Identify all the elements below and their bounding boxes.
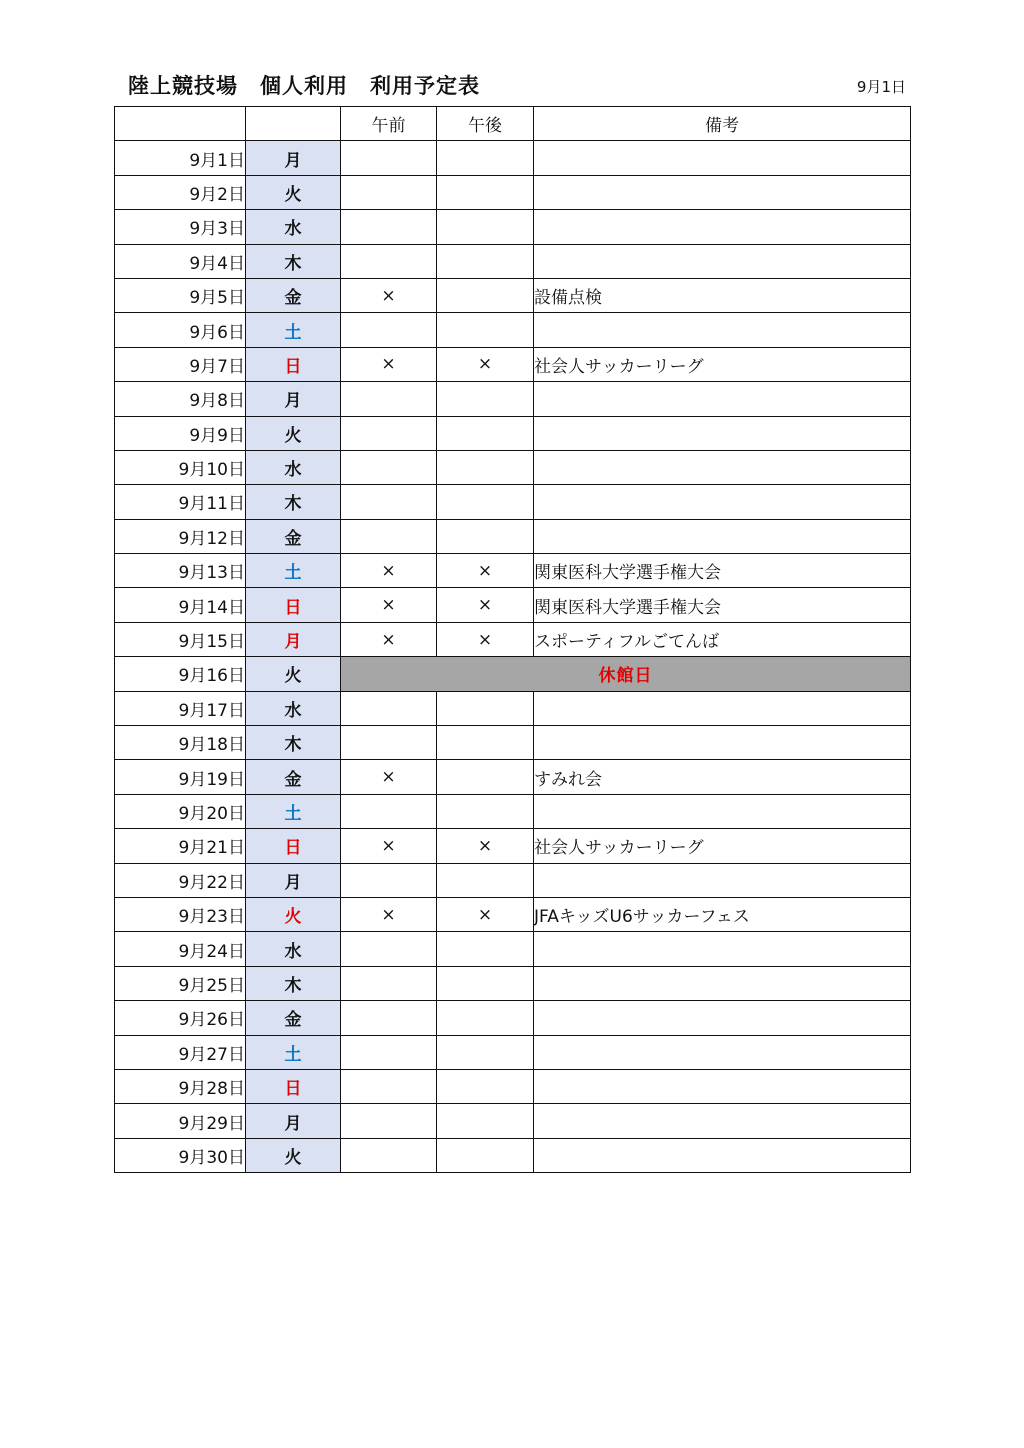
table-row — [115, 760, 911, 794]
date-cell: 9月17日 — [115, 691, 246, 725]
weekday-cell: 金 — [246, 519, 341, 553]
note-cell — [534, 966, 911, 1000]
pm-cell — [437, 141, 534, 175]
table-row — [115, 244, 911, 278]
pm-cell: × — [437, 622, 534, 656]
weekday-cell: 金 — [246, 760, 341, 794]
note-cell: 関東医科大学選手権大会 — [534, 554, 911, 588]
pm-cell — [437, 691, 534, 725]
table-row — [115, 382, 911, 416]
am-cell — [341, 691, 437, 725]
am-cell — [341, 1104, 437, 1138]
pm-cell — [437, 863, 534, 897]
table-row — [115, 932, 911, 966]
weekday-cell: 金 — [246, 1001, 341, 1035]
date-cell: 9月1日 — [115, 141, 246, 175]
am-cell — [341, 932, 437, 966]
note-cell — [534, 794, 911, 828]
am-cell — [341, 1035, 437, 1069]
table-row — [115, 210, 911, 244]
am-cell — [341, 1138, 437, 1172]
date-cell: 9月23日 — [115, 897, 246, 931]
note-cell — [534, 1138, 911, 1172]
table-row — [115, 657, 911, 691]
date-cell: 9月19日 — [115, 760, 246, 794]
pm-cell — [437, 485, 534, 519]
am-cell: × — [341, 897, 437, 931]
date-cell: 9月27日 — [115, 1035, 246, 1069]
date-cell: 9月6日 — [115, 313, 246, 347]
table-row — [115, 416, 911, 450]
table-row — [115, 622, 911, 656]
note-cell — [534, 141, 911, 175]
date-cell: 9月15日 — [115, 622, 246, 656]
weekday-cell: 金 — [246, 278, 341, 312]
table-row — [115, 794, 911, 828]
date-cell: 9月25日 — [115, 966, 246, 1000]
table-row — [115, 347, 911, 381]
pm-cell — [437, 760, 534, 794]
note-cell: スポーティフルごてんば — [534, 622, 911, 656]
table-row — [115, 1069, 911, 1103]
table-row — [115, 1035, 911, 1069]
date-cell: 9月18日 — [115, 726, 246, 760]
date-cell: 9月14日 — [115, 588, 246, 622]
note-cell — [534, 726, 911, 760]
note-cell: 社会人サッカーリーグ — [534, 347, 911, 381]
am-cell — [341, 519, 437, 553]
pm-cell — [437, 382, 534, 416]
pm-cell — [437, 1001, 534, 1035]
date-cell: 9月22日 — [115, 863, 246, 897]
am-cell — [341, 175, 437, 209]
date-cell: 9月11日 — [115, 485, 246, 519]
table-row — [115, 1138, 911, 1172]
note-cell — [534, 691, 911, 725]
note-cell: すみれ会 — [534, 760, 911, 794]
am-cell — [341, 966, 437, 1000]
table-row — [115, 278, 911, 312]
weekday-cell: 日 — [246, 347, 341, 381]
note-cell — [534, 863, 911, 897]
date-cell: 9月3日 — [115, 210, 246, 244]
date-cell: 9月24日 — [115, 932, 246, 966]
note-cell — [534, 519, 911, 553]
note-cell — [534, 416, 911, 450]
pm-cell — [437, 210, 534, 244]
pm-cell — [437, 1035, 534, 1069]
weekday-cell: 月 — [246, 1104, 341, 1138]
header-day — [246, 107, 341, 141]
am-cell — [341, 1069, 437, 1103]
date-cell: 9月2日 — [115, 175, 246, 209]
note-cell: JFAキッズU6サッカーフェス — [534, 897, 911, 931]
table-row — [115, 1104, 911, 1138]
note-cell — [534, 382, 911, 416]
table-row — [115, 1001, 911, 1035]
weekday-cell: 土 — [246, 554, 341, 588]
am-cell: × — [341, 829, 437, 863]
table-row — [115, 966, 911, 1000]
date-cell: 9月7日 — [115, 347, 246, 381]
pm-cell — [437, 416, 534, 450]
am-cell — [341, 416, 437, 450]
schedule-table — [114, 106, 911, 1173]
pm-cell — [437, 244, 534, 278]
closed-cell: 休館日 — [341, 657, 911, 691]
pm-cell — [437, 175, 534, 209]
date-cell: 9月12日 — [115, 519, 246, 553]
am-cell: × — [341, 278, 437, 312]
weekday-cell: 木 — [246, 244, 341, 278]
weekday-cell: 月 — [246, 622, 341, 656]
am-cell — [341, 210, 437, 244]
date-cell: 9月29日 — [115, 1104, 246, 1138]
note-cell: 関東医科大学選手権大会 — [534, 588, 911, 622]
weekday-cell: 火 — [246, 416, 341, 450]
weekday-cell: 木 — [246, 485, 341, 519]
header-note: 備考 — [534, 107, 911, 141]
weekday-cell: 水 — [246, 691, 341, 725]
weekday-cell: 水 — [246, 932, 341, 966]
date-cell: 9月13日 — [115, 554, 246, 588]
am-cell — [341, 244, 437, 278]
note-cell: 設備点検 — [534, 278, 911, 312]
note-cell — [534, 313, 911, 347]
weekday-cell: 火 — [246, 1138, 341, 1172]
am-cell — [341, 450, 437, 484]
note-cell — [534, 175, 911, 209]
weekday-cell: 火 — [246, 175, 341, 209]
weekday-cell: 月 — [246, 863, 341, 897]
date-cell: 9月26日 — [115, 1001, 246, 1035]
note-cell — [534, 1035, 911, 1069]
weekday-cell: 木 — [246, 966, 341, 1000]
am-cell — [341, 1001, 437, 1035]
table-row — [115, 175, 911, 209]
schedule-body — [115, 141, 911, 1173]
table-row — [115, 691, 911, 725]
pm-cell: × — [437, 588, 534, 622]
pm-cell — [437, 313, 534, 347]
note-cell — [534, 485, 911, 519]
am-cell: × — [341, 588, 437, 622]
am-cell: × — [341, 760, 437, 794]
date-cell: 9月4日 — [115, 244, 246, 278]
note-cell — [534, 1104, 911, 1138]
am-cell: × — [341, 347, 437, 381]
weekday-cell: 火 — [246, 897, 341, 931]
note-cell — [534, 210, 911, 244]
am-cell — [341, 313, 437, 347]
pm-cell: × — [437, 897, 534, 931]
weekday-cell: 月 — [246, 141, 341, 175]
date-cell: 9月9日 — [115, 416, 246, 450]
pm-cell — [437, 278, 534, 312]
pm-cell — [437, 932, 534, 966]
pm-cell — [437, 519, 534, 553]
weekday-cell: 水 — [246, 450, 341, 484]
table-row — [115, 313, 911, 347]
weekday-cell: 土 — [246, 313, 341, 347]
header-am: 午前 — [341, 107, 437, 141]
header-date — [115, 107, 246, 141]
note-cell — [534, 450, 911, 484]
table-row — [115, 897, 911, 931]
am-cell — [341, 726, 437, 760]
am-cell: × — [341, 622, 437, 656]
weekday-cell: 日 — [246, 1069, 341, 1103]
pm-cell — [437, 1069, 534, 1103]
table-row — [115, 519, 911, 553]
header-row — [115, 107, 911, 141]
header-pm: 午後 — [437, 107, 534, 141]
note-cell — [534, 1001, 911, 1035]
weekday-cell: 日 — [246, 588, 341, 622]
am-cell — [341, 794, 437, 828]
pm-cell — [437, 1104, 534, 1138]
note-cell: 社会人サッカーリーグ — [534, 829, 911, 863]
date-cell: 9月21日 — [115, 829, 246, 863]
pm-cell — [437, 794, 534, 828]
pm-cell — [437, 966, 534, 1000]
table-row — [115, 863, 911, 897]
date-cell: 9月8日 — [115, 382, 246, 416]
pm-cell: × — [437, 347, 534, 381]
pm-cell: × — [437, 829, 534, 863]
table-row — [115, 554, 911, 588]
table-row — [115, 450, 911, 484]
weekday-cell: 土 — [246, 1035, 341, 1069]
am-cell — [341, 485, 437, 519]
weekday-cell: 月 — [246, 382, 341, 416]
pm-cell: × — [437, 554, 534, 588]
am-cell — [341, 382, 437, 416]
date-cell: 9月30日 — [115, 1138, 246, 1172]
date-cell: 9月20日 — [115, 794, 246, 828]
am-cell: × — [341, 554, 437, 588]
date-cell: 9月5日 — [115, 278, 246, 312]
table-row — [115, 726, 911, 760]
note-cell — [534, 244, 911, 278]
weekday-cell: 日 — [246, 829, 341, 863]
pm-cell — [437, 726, 534, 760]
pm-cell — [437, 450, 534, 484]
table-row — [115, 829, 911, 863]
table-row — [115, 141, 911, 175]
date-cell: 9月28日 — [115, 1069, 246, 1103]
weekday-cell: 木 — [246, 726, 341, 760]
issue-date: 9月1日 — [856, 78, 906, 96]
am-cell — [341, 141, 437, 175]
weekday-cell: 土 — [246, 794, 341, 828]
date-cell: 9月16日 — [115, 657, 246, 691]
table-row — [115, 485, 911, 519]
weekday-cell: 火 — [246, 657, 341, 691]
table-row — [115, 588, 911, 622]
weekday-cell: 水 — [246, 210, 341, 244]
am-cell — [341, 863, 437, 897]
note-cell — [534, 932, 911, 966]
note-cell — [534, 1069, 911, 1103]
page-title: 陸上競技場 個人利用 利用予定表 — [128, 74, 480, 98]
date-cell: 9月10日 — [115, 450, 246, 484]
pm-cell — [437, 1138, 534, 1172]
